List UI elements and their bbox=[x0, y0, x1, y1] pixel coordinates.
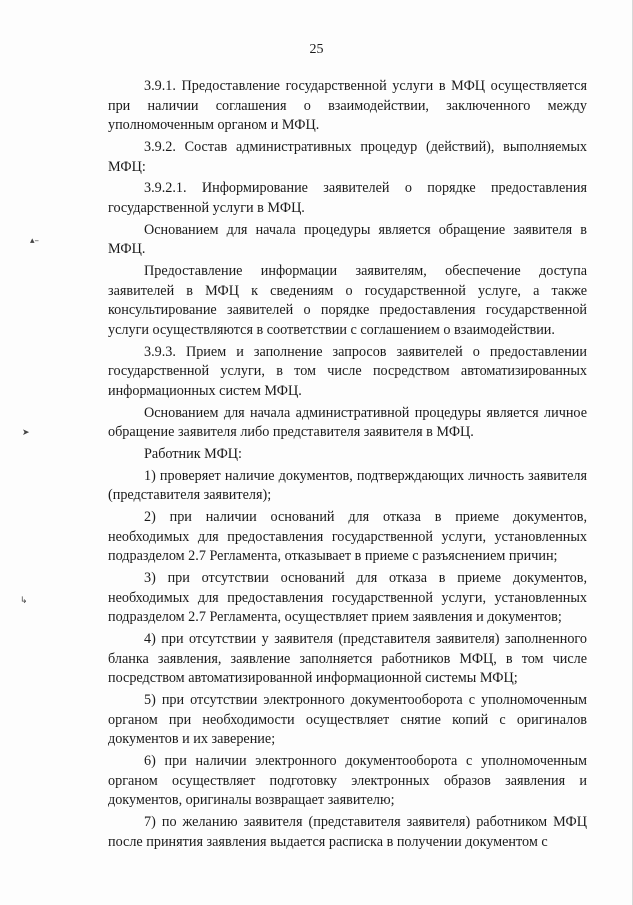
list-item-5: 5) при отсутствии электронного документооборота с уполномоченным органом при необходимости осуществляет снятие копий с оригиналов документов и их заверение; bbox=[108, 692, 587, 748]
page-number: 25 bbox=[309, 42, 324, 57]
paragraph-basis-admin-procedure: Основанием для начала административной процедуры является личное обращение заявителя либо представителя заявителя в МФЦ. bbox=[108, 404, 587, 441]
scan-speck: ↳ bbox=[20, 596, 28, 606]
list-item-6: 6) при наличии электронного документооборота с уполномоченным органом осуществляет подготовку электронных образов заявления и документов, оригиналы возвращает заявителю; bbox=[108, 753, 587, 809]
list-item-2: 2) при наличии оснований для отказа в приеме документов, необходимых для предоставления государственной услуги, установленных подразделом 2.7 Регламента, отказывает в приеме с разъяснением причин; bbox=[108, 509, 587, 565]
paragraph-mfc-worker: Работник МФЦ: bbox=[144, 446, 242, 462]
list-item-7: 7) по желанию заявителя (представителя заявителя) работником МФЦ после принятия заявления выдается расписка в получении документом с bbox=[108, 814, 587, 850]
document-body bbox=[108, 77, 587, 852]
paragraph-3-9-3: 3.9.3. Прием и заполнение запросов заявителей о предоставлении государственной услуги, в том числе посредством автоматизированных информационных систем МФЦ. bbox=[108, 343, 587, 399]
paragraph-basis-procedure: Основанием для начала процедуры является обращение заявителя в МФЦ. bbox=[108, 221, 587, 258]
paragraph-3-9-2-1: 3.9.2.1. Информирование заявителей о порядке предоставления государственной услуги в МФЦ. bbox=[108, 180, 587, 216]
paragraph-3-9-1: 3.9.1. Предоставление государственной услуги в МФЦ осуществляется при наличии соглашения о взаимодействии, заключенного между уполномоченным органом и МФЦ. bbox=[108, 78, 587, 134]
list-item-4: 4) при отсутствии у заявителя (представителя заявителя) заполненного бланка заявления, заявление заполняется работников МФЦ, в том числе посредством автоматизированной информационной системы МФЦ; bbox=[108, 631, 587, 687]
scan-speck: ➤ bbox=[22, 428, 30, 438]
scan-speck: ▴– bbox=[30, 236, 40, 246]
paragraph-3-9-2: 3.9.2. Состав административных процедур (действий), выполняемых МФЦ: bbox=[108, 138, 587, 175]
paragraph-information-provision: Предоставление информации заявителям, обеспечение доступа заявителей в МФЦ к сведениям о государственной услуге, а также консультирование заявителей о порядке предоставления государственной услуги осуществляются в соответствии с соглашением о взаимодействии. bbox=[108, 263, 587, 338]
list-item-1: 1) проверяет наличие документов, подтверждающих личность заявителя (представителя заявителя); bbox=[108, 467, 587, 504]
list-item-3: 3) при отсутствии оснований для отказа в приеме документов, необходимых для предоставления государственной услуги, установленных подразделом 2.7 Регламента, осуществляет прием заявления и документов; bbox=[108, 570, 587, 626]
